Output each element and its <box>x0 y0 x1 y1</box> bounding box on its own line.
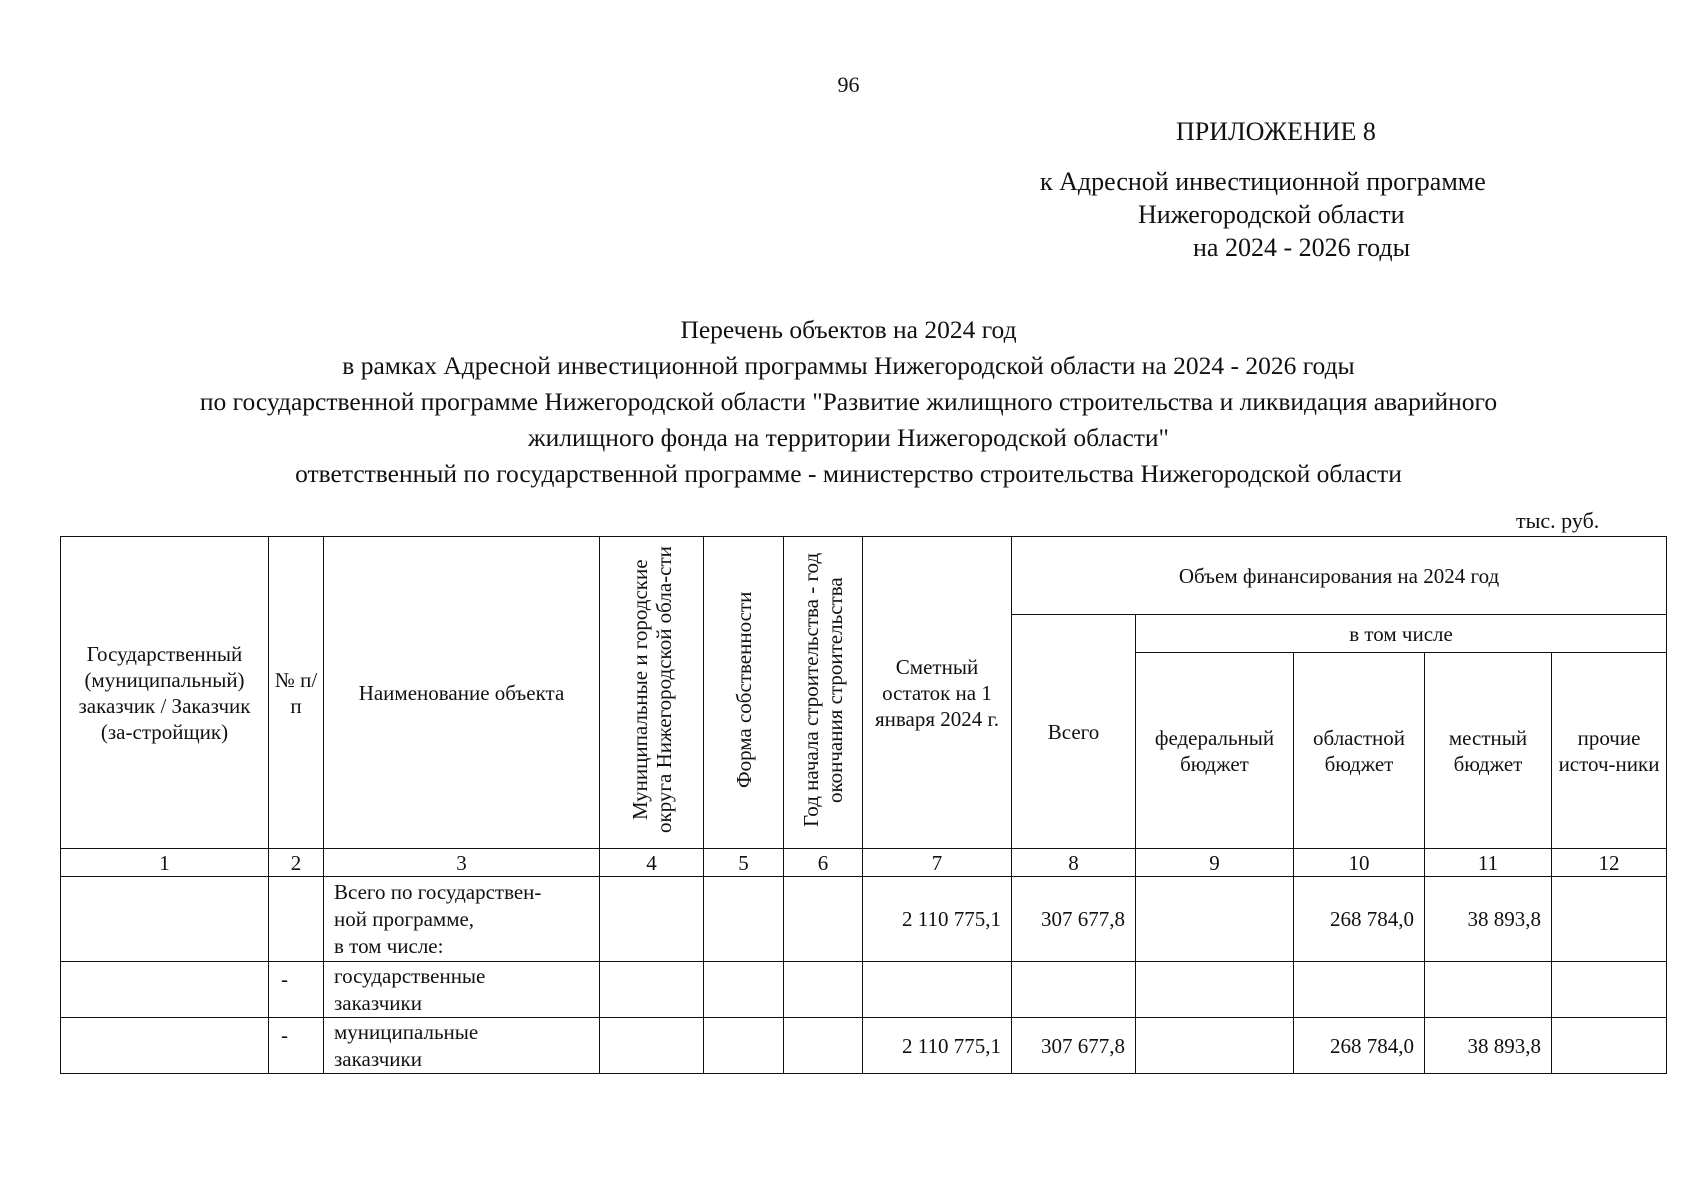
header-federal: федеральный бюджет <box>1136 653 1294 849</box>
header-local: местный бюджет <box>1425 653 1552 849</box>
appendix-title: ПРИЛОЖЕНИЕ 8 <box>1176 117 1376 146</box>
cell-num: - <box>269 1018 324 1074</box>
cell-regional: 268 784,0 <box>1294 1018 1425 1074</box>
col-number: 11 <box>1425 849 1552 877</box>
name-line: заказчики <box>334 1046 422 1071</box>
header-other: прочие источ-ники <box>1552 653 1667 849</box>
name-line: Всего по государствен- <box>334 879 542 904</box>
cell-federal <box>1136 1018 1294 1074</box>
col-number: 3 <box>324 849 600 877</box>
cell-other <box>1552 877 1667 962</box>
cell-estimate: 2 110 775,1 <box>863 877 1012 962</box>
col-number: 12 <box>1552 849 1667 877</box>
cell-estimate <box>863 962 1012 1018</box>
cell-other <box>1552 962 1667 1018</box>
cell-num <box>269 877 324 962</box>
cell-municipality <box>600 1018 704 1074</box>
units-label: тыс. руб. <box>1516 508 1600 533</box>
cell-local <box>1425 962 1552 1018</box>
cell-other <box>1552 1018 1667 1074</box>
header-num: № п/п <box>269 537 324 849</box>
header-regional: областной бюджет <box>1294 653 1425 849</box>
col-number: 8 <box>1012 849 1136 877</box>
header-municipality <box>600 537 704 849</box>
appendix-line-2: Нижегородской области <box>1138 200 1405 229</box>
header-customer: Государственный (муниципальный) заказчик / Заказчик (за-стройщик) <box>61 537 269 849</box>
cell-local: 38 893,8 <box>1425 1018 1552 1074</box>
cell-customer <box>61 877 269 962</box>
appendix-line-3: на 2024 - 2026 годы <box>1193 233 1411 262</box>
cell-customer <box>61 1018 269 1074</box>
cell-years <box>784 1018 863 1074</box>
name-line: заказчики <box>334 990 422 1015</box>
col-number: 6 <box>784 849 863 877</box>
name-line: в том числе: <box>334 933 444 958</box>
cell-object-name <box>324 962 600 1018</box>
col-number: 7 <box>863 849 1012 877</box>
table-row <box>61 962 1667 1018</box>
objects-table <box>60 536 1667 1074</box>
col-number: 1 <box>61 849 269 877</box>
cell-estimate: 2 110 775,1 <box>863 1018 1012 1074</box>
col-number: 4 <box>600 849 704 877</box>
col-number: 2 <box>269 849 324 877</box>
cell-total: 307 677,8 <box>1012 1018 1136 1074</box>
name-line: государственные <box>334 963 486 988</box>
header-object-name: Наименование объекта <box>324 537 600 849</box>
header-ownership <box>704 537 784 849</box>
cell-federal <box>1136 962 1294 1018</box>
cell-customer <box>61 962 269 1018</box>
table-row <box>61 877 1667 962</box>
table-row <box>61 1018 1667 1074</box>
cell-municipality <box>600 962 704 1018</box>
col-number: 10 <box>1294 849 1425 877</box>
header-years-text: Год начала строительства - год окончания строительства <box>799 552 847 827</box>
column-numbers-row <box>61 849 1667 877</box>
name-line: ной программе, <box>334 906 475 931</box>
cell-ownership <box>704 1018 784 1074</box>
header-total: Всего <box>1012 615 1136 849</box>
heading-line-5: ответственный по государственной программе - министерство строительства Нижегородской области <box>295 459 1402 488</box>
document-heading <box>0 312 1697 492</box>
heading-line-3: по государственной программе Нижегородской области "Развитие жилищного строительства и ликвидация аварийного <box>199 387 1498 416</box>
cell-total: 307 677,8 <box>1012 877 1136 962</box>
col-number: 5 <box>704 849 784 877</box>
header-municipality-text: Муниципальные и городские округа Нижегородской обла-сти <box>627 546 676 833</box>
header-financing: Объем финансирования на 2024 год <box>1012 537 1667 615</box>
header-years <box>784 537 863 849</box>
header-ownership-text: Форма собственности <box>731 591 756 788</box>
header-estimate: Сметный остаток на 1 января 2024 г. <box>863 537 1012 849</box>
header-row-1 <box>61 537 1667 615</box>
cell-local: 38 893,8 <box>1425 877 1552 962</box>
cell-regional <box>1294 962 1425 1018</box>
heading-line-4: жилищного фонда на территории Нижегородской области" <box>528 423 1169 452</box>
cell-municipality <box>600 877 704 962</box>
cell-federal <box>1136 877 1294 962</box>
cell-years <box>784 962 863 1018</box>
cell-num: - <box>269 962 324 1018</box>
col-number: 9 <box>1136 849 1294 877</box>
header-including: в том числе <box>1136 615 1667 653</box>
cell-ownership <box>704 877 784 962</box>
appendix-line-1: к Адресной инвестиционной программе <box>1040 167 1486 196</box>
cell-object-name <box>324 1018 600 1074</box>
cell-regional: 268 784,0 <box>1294 877 1425 962</box>
page-number: 96 <box>837 72 860 97</box>
heading-line-1: Перечень объектов на 2024 год <box>680 315 1017 344</box>
cell-object-name <box>324 877 600 962</box>
cell-ownership <box>704 962 784 1018</box>
heading-line-2: в рамках Адресной инвестиционной программы Нижегородской области на 2024 - 2026 годы <box>342 351 1355 380</box>
cell-total <box>1012 962 1136 1018</box>
cell-years <box>784 877 863 962</box>
name-line: муниципальные <box>334 1019 479 1044</box>
